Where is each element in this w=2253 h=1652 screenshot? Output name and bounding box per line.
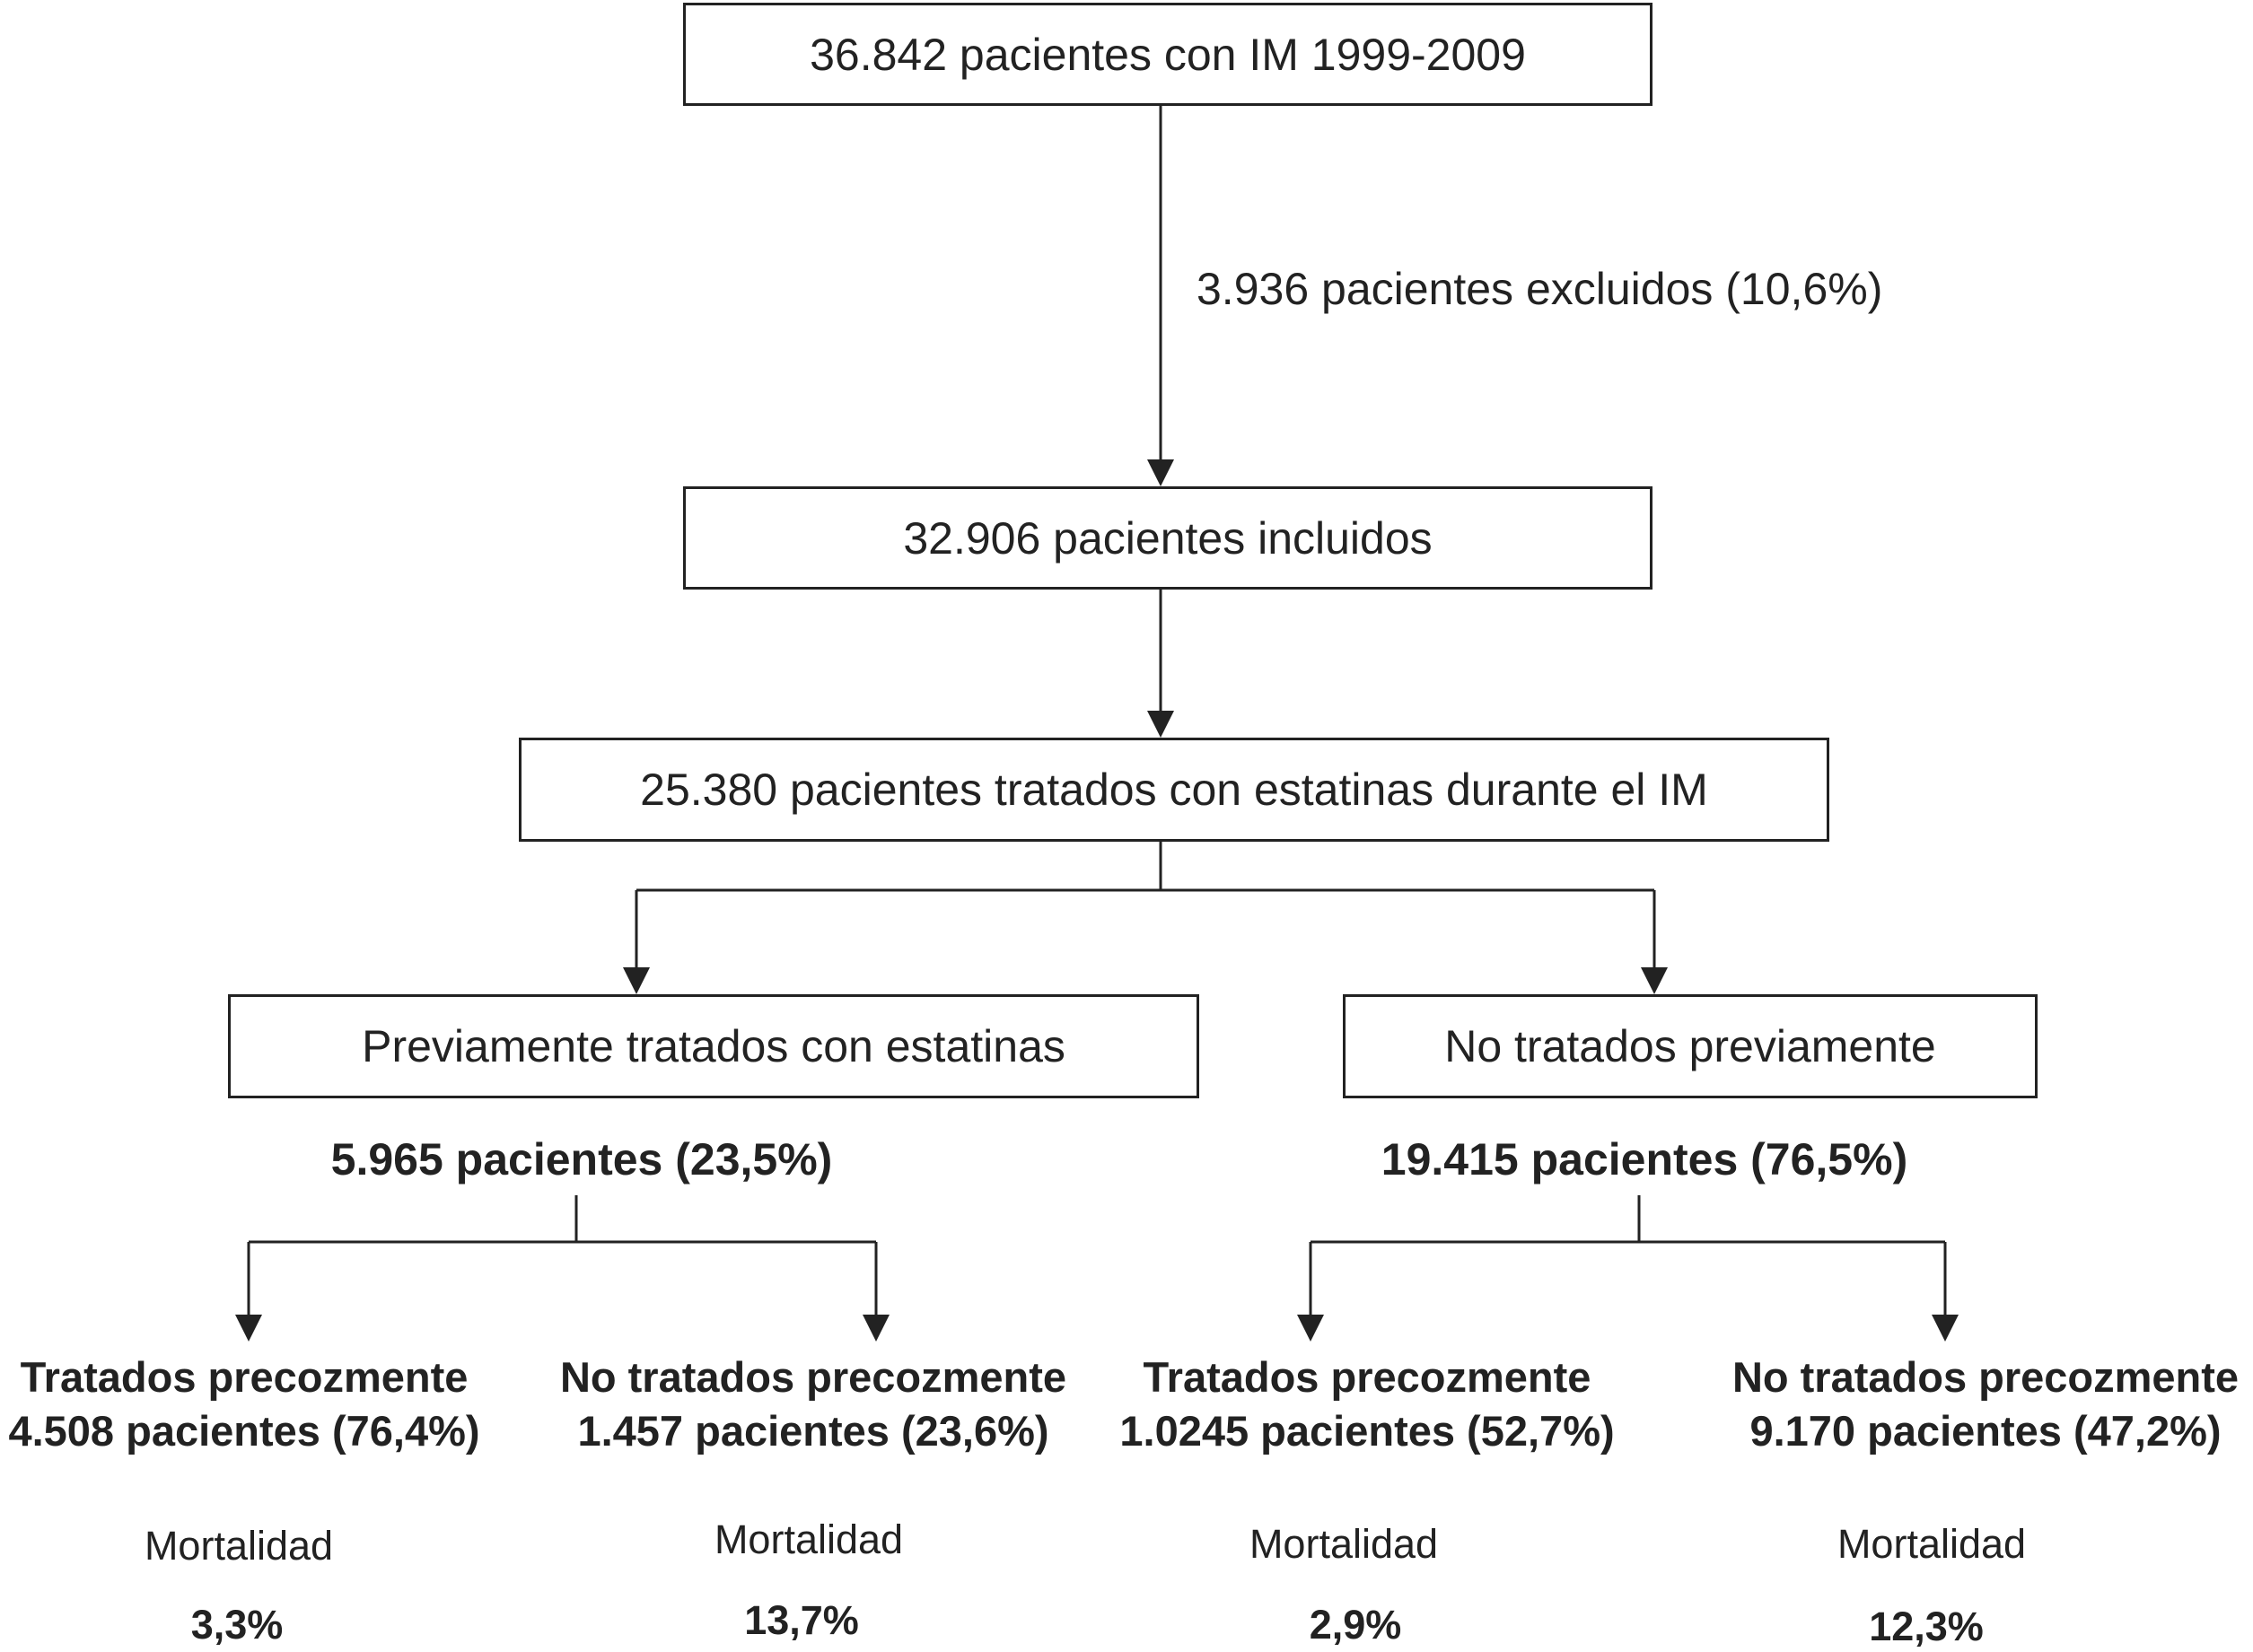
arrowhead-leaf-3 <box>1297 1315 1324 1342</box>
arrowhead-prior <box>623 967 650 994</box>
mortality-label-3: Mortalidad <box>1249 1521 1439 1567</box>
leaf-early-treated-not-prior <box>1119 1350 1614 1458</box>
included-patients-label: 32.906 pacientes incluidos <box>903 512 1433 564</box>
arrowhead-leaf-2 <box>863 1315 890 1342</box>
prior-statin-label: Previamente tratados con estatinas <box>362 1021 1065 1071</box>
statin-patients-label: 25.380 pacientes tratados con estatinas durante el IM <box>640 765 1708 815</box>
mortality-value-2: 13,7% <box>744 1597 859 1643</box>
prior-group-count: 5.965 pacientes (23,5%) <box>330 1134 833 1184</box>
prior-statin-box <box>228 994 1199 1098</box>
not-prior-group-count: 19.415 pacientes (76,5%) <box>1381 1134 1908 1184</box>
leaf-title: No tratados precozmente <box>1731 1353 2240 1401</box>
total-patients-label: 36.842 pacientes con IM 1999-2009 <box>810 29 1526 80</box>
mortality-value-4: 12,3% <box>1869 1604 1984 1649</box>
total-patients-box <box>683 3 1652 106</box>
leaf-count: 1.0245 pacientes (52,7%) <box>1119 1407 1615 1455</box>
mortality-label-4: Mortalidad <box>1837 1521 2027 1567</box>
excluded-patients-label: 3.936 pacientes excluidos (10,6%) <box>1197 264 1883 314</box>
leaf-not-early-treated-prior <box>560 1350 1066 1458</box>
no-prior-statin-label: No tratados previamente <box>1444 1021 1936 1071</box>
leaf-count: 9.170 pacientes (47,2%) <box>1749 1407 2222 1455</box>
statin-patients-box <box>519 738 1829 842</box>
included-patients-box <box>683 486 1652 590</box>
leaf-not-early-treated-not-prior <box>1732 1350 2239 1458</box>
mortality-label-1: Mortalidad <box>144 1523 334 1569</box>
mortality-value-3: 2,9% <box>1309 1602 1402 1648</box>
leaf-title: Tratados precozmente <box>20 1353 469 1401</box>
arrowhead-included <box>1147 459 1174 486</box>
mortality-value-1: 3,3% <box>190 1602 284 1648</box>
leaf-early-treated-prior <box>8 1350 479 1458</box>
arrowhead-not-prior <box>1641 967 1668 994</box>
leaf-count: 4.508 pacientes (76,4%) <box>8 1407 480 1455</box>
arrowhead-statins <box>1147 711 1174 738</box>
arrowhead-leaf-4 <box>1932 1315 1959 1342</box>
leaf-title: No tratados precozmente <box>559 1353 1067 1401</box>
leaf-count: 1.457 pacientes (23,6%) <box>577 1407 1049 1455</box>
mortality-label-2: Mortalidad <box>714 1517 904 1562</box>
no-prior-statin-box <box>1343 994 2038 1098</box>
leaf-title: Tratados precozmente <box>1143 1353 1591 1401</box>
arrowhead-leaf-1 <box>235 1315 262 1342</box>
